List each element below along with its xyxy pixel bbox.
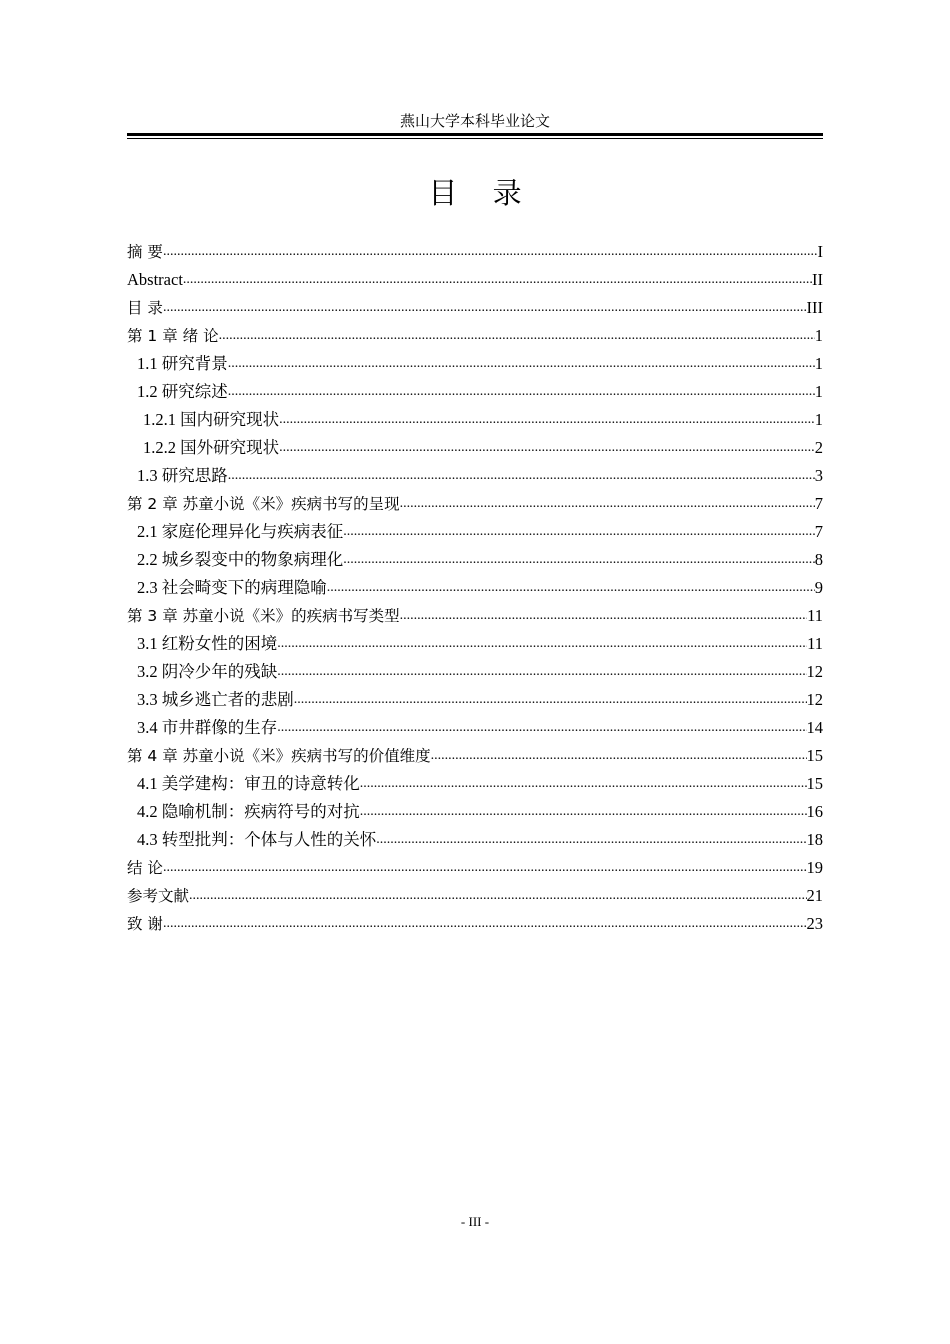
toc-entry-page: 7 (814, 494, 823, 513)
toc-entry[interactable] (127, 265, 823, 293)
toc-dot-leader (343, 549, 815, 571)
toc-entry[interactable] (127, 573, 823, 601)
toc-entry-page: 1 (814, 326, 823, 345)
toc-dot-leader (183, 269, 812, 291)
toc-entry-label: 1.2 研究综述 (137, 382, 228, 401)
toc-dot-leader (163, 857, 807, 879)
toc-entry-label: 1.1 研究背景 (137, 354, 228, 373)
toc-entry[interactable] (127, 685, 823, 713)
toc-entry-page: 14 (806, 718, 823, 737)
page-number: - III - (460, 1214, 490, 1229)
toc-dot-leader (277, 633, 807, 655)
toc-entry[interactable] (127, 377, 823, 405)
toc-entry-label: 摘 要 (127, 243, 163, 261)
toc-entry-label: 2.2 城乡裂变中的物象病理化 (137, 550, 344, 569)
toc-dot-leader (376, 829, 806, 851)
toc-entry[interactable] (127, 741, 823, 769)
toc-entry-page: 9 (814, 578, 823, 597)
toc-entry-label: 3.2 阴冷少年的残缺 (137, 662, 278, 681)
toc-entry-page: 7 (814, 522, 823, 541)
toc-entry-label: 1.2.2 国外研究现状 (143, 438, 280, 457)
toc-dot-leader (163, 913, 807, 935)
toc-entry[interactable] (127, 629, 823, 657)
toc-dot-leader (189, 885, 806, 907)
toc-entry[interactable] (127, 517, 823, 545)
toc-entry[interactable] (127, 797, 823, 825)
toc-dot-leader (277, 661, 806, 683)
toc-entry[interactable] (127, 433, 823, 461)
toc-entry-page: I (817, 242, 823, 261)
toc-dot-leader (400, 605, 807, 627)
running-header: 燕山大学本科毕业论文 (399, 114, 550, 130)
toc-entry-label: 1.3 研究思路 (137, 466, 228, 485)
toc-entry-label: 目 录 (127, 299, 163, 317)
toc-entry[interactable] (127, 769, 823, 797)
toc-entry-page: 1 (814, 382, 823, 401)
toc-entry-label: 1.2.1 国内研究现状 (143, 410, 280, 429)
toc-entry-label: 2.1 家庭伦理异化与疾病表征 (137, 522, 344, 541)
toc-entry-page: 16 (806, 802, 823, 821)
toc-entry[interactable] (127, 321, 823, 349)
toc-dot-leader (360, 773, 807, 795)
toc-entry-label: 4.2 隐喻机制：疾病符号的对抗 (137, 802, 360, 821)
toc-dot-leader (279, 409, 815, 431)
toc-entry-label: 3.1 红粉女性的困境 (137, 634, 278, 653)
toc-dot-leader (327, 577, 815, 599)
toc-dot-leader (294, 689, 807, 711)
toc-entry[interactable] (127, 881, 823, 909)
toc-entry-page: 3 (814, 466, 823, 485)
toc-entry-page: 23 (806, 914, 823, 933)
toc-entry-page: 2 (814, 438, 823, 457)
toc-entry-page: 1 (814, 354, 823, 373)
toc-entry-label: Abstract (127, 270, 183, 289)
toc-entry-page: 11 (807, 634, 823, 653)
toc-entry-label: 参考文献 (127, 887, 190, 905)
toc-entry-page: 12 (806, 662, 823, 681)
toc-entry-page: 12 (806, 690, 823, 709)
toc-dot-leader (343, 521, 815, 543)
toc-entry[interactable] (127, 601, 823, 629)
toc-entry-page: 8 (814, 550, 823, 569)
toc-entry[interactable] (127, 657, 823, 685)
toc-entry-label: 第 4 章 苏童小说《米》疾病书写的价值维度 (127, 747, 431, 765)
toc-entry-page: 21 (806, 886, 823, 905)
toc-entry-page: 18 (806, 830, 823, 849)
toc-entry[interactable] (127, 489, 823, 517)
toc-entry[interactable] (127, 825, 823, 853)
toc-entry[interactable] (127, 461, 823, 489)
toc-entry-page: II (812, 270, 823, 289)
toc-entry[interactable] (127, 909, 823, 937)
toc-entry-page: 15 (806, 774, 823, 793)
table-of-contents (127, 237, 823, 937)
toc-entry[interactable] (127, 405, 823, 433)
toc-entry-label: 第 1 章 绪 论 (127, 327, 219, 345)
toc-entry[interactable] (127, 713, 823, 741)
toc-dot-leader (228, 353, 815, 375)
toc-entry-page: III (806, 298, 823, 317)
page-title: 目 录 (428, 178, 536, 210)
toc-entry-label: 4.3 转型批判：个体与人性的关怀 (137, 830, 377, 849)
toc-dot-leader (219, 325, 815, 347)
toc-dot-leader (279, 437, 815, 459)
toc-entry[interactable] (127, 293, 823, 321)
toc-dot-leader (360, 801, 807, 823)
toc-dot-leader (400, 493, 815, 515)
toc-dot-leader (163, 297, 807, 319)
toc-entry-label: 第 2 章 苏童小说《米》疾病书写的呈现 (127, 495, 400, 513)
toc-entry[interactable] (127, 545, 823, 573)
toc-entry[interactable] (127, 853, 823, 881)
toc-entry-page: 19 (806, 858, 823, 877)
toc-entry-label: 3.3 城乡逃亡者的悲剧 (137, 690, 294, 709)
toc-entry-page: 15 (806, 746, 823, 765)
toc-entry[interactable] (127, 349, 823, 377)
toc-dot-leader (228, 381, 815, 403)
toc-dot-leader (163, 241, 818, 263)
toc-entry-page: 1 (814, 410, 823, 429)
toc-entry-label: 第 3 章 苏童小说《米》的疾病书写类型 (127, 607, 400, 625)
toc-entry-label: 4.1 美学建构：审丑的诗意转化 (137, 774, 360, 793)
header-rule-thick (127, 133, 823, 136)
toc-entry-label: 致 谢 (127, 915, 163, 933)
header-rule-thin (127, 138, 823, 139)
toc-entry-label: 3.4 市井群像的生存 (137, 718, 278, 737)
toc-dot-leader (431, 745, 807, 767)
toc-dot-leader (228, 465, 815, 487)
toc-entry-label: 结 论 (127, 859, 163, 877)
toc-entry-page: 11 (807, 606, 823, 625)
toc-dot-leader (277, 717, 806, 739)
toc-entry[interactable] (127, 237, 823, 265)
toc-entry-label: 2.3 社会畸变下的病理隐喻 (137, 578, 327, 597)
